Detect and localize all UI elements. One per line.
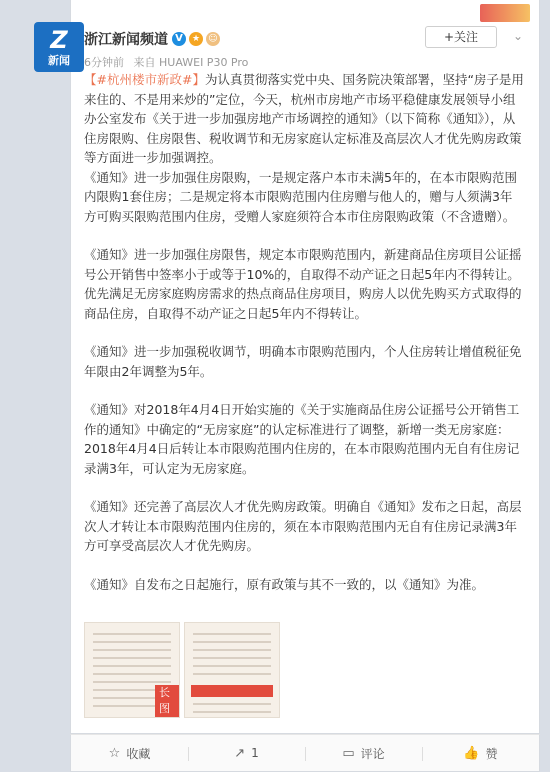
logo-icon: Z <box>50 26 68 54</box>
verified-icon: V <box>172 32 186 46</box>
repost-button[interactable] <box>188 735 305 771</box>
like-button[interactable] <box>422 735 539 771</box>
paragraph-text: 《通知》进一步加强住房限购，一是规定落户本市未满5年的，在本市限购范围内限购1套住房；二是规定将本市限购范围内住房赠与他人的，赠与人须满3年方可购买限购范围内住房，受赠人家庭须符合本市住房限购政策（不含遗赠）。 <box>84 169 517 224</box>
comment-icon: ▭ <box>342 745 355 761</box>
emoji-badge-icon: ☺ <box>206 32 220 46</box>
paragraph-text: 《通知》还完善了高层次人才优先购房政策。明确自《通知》发布之日起，高层次人才转让本市限购范围内住房的，须在本市限购范围内无自有住房记录满3年方可享受高层次人才优先购房。 <box>84 499 522 553</box>
image-thumbnail[interactable] <box>184 622 280 718</box>
post-source: 来自 HUAWEI P30 Pro <box>133 56 249 69</box>
post-meta <box>84 54 254 70</box>
image-thumbnail[interactable] <box>84 622 180 718</box>
favorite-label: 收藏 <box>126 746 151 761</box>
paragraph-text: 《通知》进一步加强税收调节，明确本市限购范围内，个人住房转让增值税征免年限由2年调整为5年。 <box>84 344 522 379</box>
chevron-down-icon[interactable]: ⌄ <box>512 29 524 43</box>
thumbs-up-icon: 👍 <box>463 745 480 761</box>
post-content <box>84 70 524 594</box>
paragraph-text: 《通知》对2018年4月4日开始实施的《关于实施商品住房公证摇号公开销售工作的通知》中确定的“无房家庭”的认定标准进行了调整，新增一类无房家庭：2018年4月4日后转让本市限购范围内住房的，在本市限购范围内无自有住房记录满3年，可认定为无房家庭。 <box>84 402 520 476</box>
avatar-text: 新闻 <box>48 54 70 67</box>
comment-button[interactable] <box>305 735 422 771</box>
paragraph-gap <box>84 226 524 245</box>
flag-decoration <box>480 4 530 22</box>
hashtag-link[interactable]: 【#杭州楼市新政#】 <box>84 72 205 87</box>
long-image-tag: 长图 <box>155 685 179 717</box>
follow-button[interactable]: +关注 <box>425 26 497 48</box>
star-icon: ☆ <box>108 745 121 761</box>
paragraph-gap <box>84 556 524 575</box>
comment-label: 评论 <box>360 746 385 761</box>
post-time[interactable]: 6分钟前 <box>84 56 124 69</box>
image-grid <box>84 622 280 718</box>
favorite-button[interactable] <box>71 735 188 771</box>
repost-count: 1 <box>251 746 259 760</box>
post-header <box>84 28 220 50</box>
avatar[interactable] <box>34 22 84 72</box>
like-label: 赞 <box>485 746 498 761</box>
paragraph-text: 为认真贯彻落实党中央、国务院决策部署，坚持“房子是用来住的、不是用来炒的”定位，今天，杭州市房地产市场平稳健康发展领导小组办公室发布《关于进一步加强房地产市场调控的通知》（以下简称《通知》），从住房限购、住房限售、税收调节和无房家庭认定标准及高层次人才优先购房政策等方面进一步加强调控。 <box>84 72 524 165</box>
user-name[interactable]: 浙江新闻频道 <box>84 32 168 48</box>
vip-badge-icon: ★ <box>189 32 203 46</box>
paragraph-gap <box>84 478 524 497</box>
paragraph-intro <box>84 70 524 168</box>
paragraph-text: 《通知》进一步加强住房限售，规定本市限购范围内，新建商品住房项目公证摇号公开销售中签率小于或等于10%的，自取得不动产证之日起5年内不得转让。优先满足无房家庭购房需求的热点商品住房项目，购房人以优先购买方式取得的商品住房，自取得不动产证之日起5年内不得转让。 <box>84 247 522 321</box>
paragraph-gap <box>84 381 524 400</box>
post-toolbar <box>70 734 540 772</box>
repost-icon: ↗ <box>234 745 246 761</box>
paragraph-gap <box>84 323 524 342</box>
paragraph-text: 《通知》自发布之日起施行，原有政策与其不一致的，以《通知》为准。 <box>84 576 485 592</box>
